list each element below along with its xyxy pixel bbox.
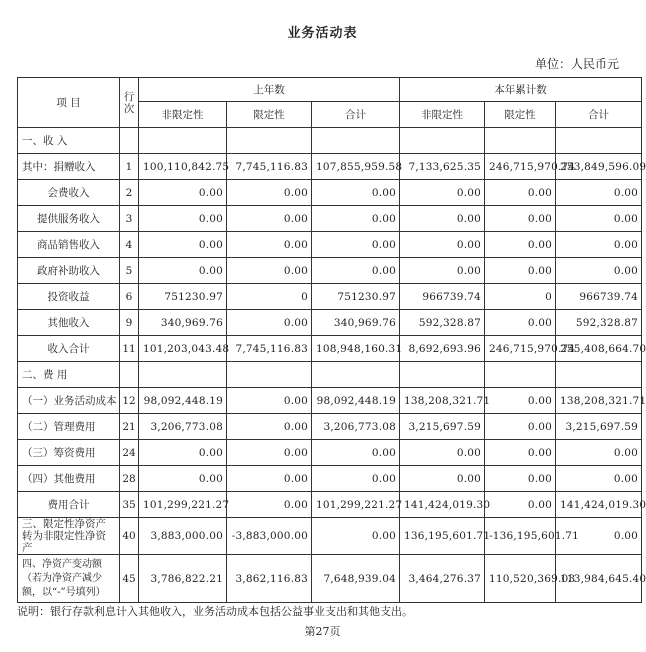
row-label: 三、限定性净资产转为非限定性净资产: [18, 518, 120, 555]
header-row-no: 行次: [120, 78, 139, 128]
value-cell: 100,110,842.75: [139, 154, 227, 180]
value-cell: 7,745,116.83: [227, 336, 312, 362]
value-cell: 138,208,321.71: [400, 388, 485, 414]
header-item: 项 目: [18, 78, 120, 128]
header-cur-year: 本年累计数: [400, 78, 642, 102]
value-cell: 0: [227, 284, 312, 310]
value-cell: 0.00: [139, 206, 227, 232]
row-label: 四、净资产变动额（若为净资产减少额，以“-”号填列）: [18, 555, 120, 603]
value-cell: [400, 128, 485, 154]
row-number: 5: [120, 258, 139, 284]
table-row: [18, 310, 642, 336]
value-cell: 0.00: [485, 258, 556, 284]
row-label: （二）管理费用: [18, 414, 120, 440]
row-number: 4: [120, 232, 139, 258]
value-cell: 0.00: [556, 518, 642, 555]
value-cell: [139, 128, 227, 154]
row-label: 费用合计: [18, 492, 120, 518]
row-label: 其中：捐赠收入: [18, 154, 120, 180]
value-cell: 7,133,625.35: [400, 154, 485, 180]
value-cell: 0.00: [485, 206, 556, 232]
value-cell: 0.00: [227, 232, 312, 258]
table-row: [18, 258, 642, 284]
value-cell: [312, 128, 400, 154]
value-cell: -136,195,601.71: [485, 518, 556, 555]
value-cell: -3,883,000.00: [227, 518, 312, 555]
row-number: [120, 128, 139, 154]
value-cell: 0.00: [227, 206, 312, 232]
value-cell: 340,969.76: [139, 310, 227, 336]
row-label: （四）其他费用: [18, 466, 120, 492]
value-cell: 592,328.87: [556, 310, 642, 336]
row-number: [120, 362, 139, 388]
row-number: 24: [120, 440, 139, 466]
row-number: 6: [120, 284, 139, 310]
currency-unit: 单位：人民币元: [534, 57, 619, 71]
value-cell: 98,092,448.19: [139, 388, 227, 414]
value-cell: 3,883,000.00: [139, 518, 227, 555]
value-cell: [485, 128, 556, 154]
table-row: [18, 362, 642, 388]
value-cell: 0.00: [556, 258, 642, 284]
value-cell: 3,786,822.21: [139, 555, 227, 603]
value-cell: [485, 362, 556, 388]
value-cell: [139, 362, 227, 388]
value-cell: 0.00: [227, 466, 312, 492]
value-cell: 340,969.76: [312, 310, 400, 336]
value-cell: 138,208,321.71: [556, 388, 642, 414]
value-cell: [227, 128, 312, 154]
table-row: [18, 336, 642, 362]
value-cell: 113,984,645.40: [556, 555, 642, 603]
value-cell: 7,745,116.83: [227, 154, 312, 180]
value-cell: [227, 362, 312, 388]
value-cell: 7,648,939.04: [312, 555, 400, 603]
footnote: 说明：银行存款利息计入其他收入，业务活动成本包括公益事业支出和其他支出。: [17, 605, 413, 618]
value-cell: 966739.74: [400, 284, 485, 310]
value-cell: 0.00: [312, 232, 400, 258]
value-cell: 108,948,160.31: [312, 336, 400, 362]
value-cell: 0.00: [139, 180, 227, 206]
value-cell: 0.00: [312, 466, 400, 492]
row-label: 会费收入: [18, 180, 120, 206]
value-cell: 255,408,664.70: [556, 336, 642, 362]
row-number: 45: [120, 555, 139, 603]
header-sub: 非限定性: [400, 102, 485, 128]
row-number: 35: [120, 492, 139, 518]
value-cell: 0.00: [312, 180, 400, 206]
value-cell: 253,849,596.09: [556, 154, 642, 180]
value-cell: 0: [485, 284, 556, 310]
row-number: 21: [120, 414, 139, 440]
header-prev-year: 上年数: [139, 78, 400, 102]
value-cell: [556, 362, 642, 388]
value-cell: 0.00: [400, 258, 485, 284]
report-title: 业务活动表: [287, 26, 358, 41]
value-cell: 0.00: [485, 466, 556, 492]
row-label: 商品销售收入: [18, 232, 120, 258]
row-label: 二、费 用: [18, 362, 120, 388]
table-row: [18, 492, 642, 518]
table-row: [18, 440, 642, 466]
value-cell: 0.00: [556, 440, 642, 466]
value-cell: 0.00: [400, 180, 485, 206]
value-cell: 0.00: [139, 466, 227, 492]
value-cell: 107,855,959.58: [312, 154, 400, 180]
table-row: [18, 466, 642, 492]
value-cell: 0.00: [227, 440, 312, 466]
table-row: [18, 232, 642, 258]
value-cell: 101,299,221.27: [139, 492, 227, 518]
value-cell: 101,299,221.27: [312, 492, 400, 518]
value-cell: 0.00: [312, 258, 400, 284]
row-label: 投资收益: [18, 284, 120, 310]
row-number: 3: [120, 206, 139, 232]
value-cell: 0.00: [485, 180, 556, 206]
row-number: 12: [120, 388, 139, 414]
value-cell: 0.00: [400, 206, 485, 232]
value-cell: 751230.97: [139, 284, 227, 310]
value-cell: 0.00: [556, 180, 642, 206]
value-cell: 0.00: [400, 466, 485, 492]
table-row: [18, 284, 642, 310]
value-cell: 0.00: [485, 440, 556, 466]
value-cell: 0.00: [312, 206, 400, 232]
value-cell: 0.00: [227, 180, 312, 206]
value-cell: 0.00: [139, 232, 227, 258]
value-cell: [400, 362, 485, 388]
value-cell: 0.00: [556, 232, 642, 258]
value-cell: 0.00: [312, 518, 400, 555]
page-number: 第27页: [304, 625, 341, 638]
value-cell: 592,328.87: [400, 310, 485, 336]
value-cell: 0.00: [227, 258, 312, 284]
value-cell: 246,715,970.74: [485, 154, 556, 180]
header-sub: 合计: [312, 102, 400, 128]
value-cell: 0.00: [485, 492, 556, 518]
value-cell: 3,215,697.59: [400, 414, 485, 440]
value-cell: 0.00: [400, 232, 485, 258]
activity-table: [17, 77, 646, 603]
value-cell: [556, 128, 642, 154]
value-cell: 3,862,116.83: [227, 555, 312, 603]
value-cell: 136,195,601.71: [400, 518, 485, 555]
row-label: 提供服务收入: [18, 206, 120, 232]
row-label: 其他收入: [18, 310, 120, 336]
value-cell: 0.00: [485, 310, 556, 336]
value-cell: [312, 362, 400, 388]
value-cell: 0.00: [227, 310, 312, 336]
header-sub: 合计: [556, 102, 642, 128]
value-cell: 0.00: [485, 414, 556, 440]
table-row: [18, 180, 642, 206]
row-label: 政府补助收入: [18, 258, 120, 284]
value-cell: 110,520,369.03: [485, 555, 556, 603]
row-number: 11: [120, 336, 139, 362]
row-number: 2: [120, 180, 139, 206]
row-label: （三）筹资费用: [18, 440, 120, 466]
value-cell: 0.00: [485, 388, 556, 414]
table-row: [18, 518, 642, 555]
value-cell: 141,424,019.30: [400, 492, 485, 518]
header-sub: 限定性: [485, 102, 556, 128]
header-sub: 非限定性: [139, 102, 227, 128]
row-label: 收入合计: [18, 336, 120, 362]
value-cell: 966739.74: [556, 284, 642, 310]
table-row: [18, 388, 642, 414]
row-label: 一、收 入: [18, 128, 120, 154]
value-cell: 0.00: [485, 232, 556, 258]
value-cell: 0.00: [556, 466, 642, 492]
value-cell: 98,092,448.19: [312, 388, 400, 414]
table-row: [18, 128, 642, 154]
value-cell: 3,206,773.08: [139, 414, 227, 440]
value-cell: 101,203,043.48: [139, 336, 227, 362]
table-row: [18, 154, 642, 180]
value-cell: 0.00: [556, 206, 642, 232]
value-cell: 141,424,019.30: [556, 492, 642, 518]
value-cell: 0.00: [400, 440, 485, 466]
value-cell: 0.00: [227, 414, 312, 440]
value-cell: 8,692,693.96: [400, 336, 485, 362]
value-cell: 3,464,276.37: [400, 555, 485, 603]
table-row: [18, 414, 642, 440]
value-cell: 0.00: [227, 388, 312, 414]
row-label: （一）业务活动成本: [18, 388, 120, 414]
row-number: 40: [120, 518, 139, 555]
value-cell: 3,215,697.59: [556, 414, 642, 440]
row-number: 9: [120, 310, 139, 336]
value-cell: 0.00: [312, 440, 400, 466]
value-cell: 3,206,773.08: [312, 414, 400, 440]
table-row: [18, 555, 642, 603]
value-cell: 751230.97: [312, 284, 400, 310]
value-cell: 0.00: [227, 492, 312, 518]
row-number: 28: [120, 466, 139, 492]
table-row: [18, 206, 642, 232]
row-number: 1: [120, 154, 139, 180]
value-cell: 246,715,970.74: [485, 336, 556, 362]
value-cell: 0.00: [139, 440, 227, 466]
value-cell: 0.00: [139, 258, 227, 284]
header-sub: 限定性: [227, 102, 312, 128]
